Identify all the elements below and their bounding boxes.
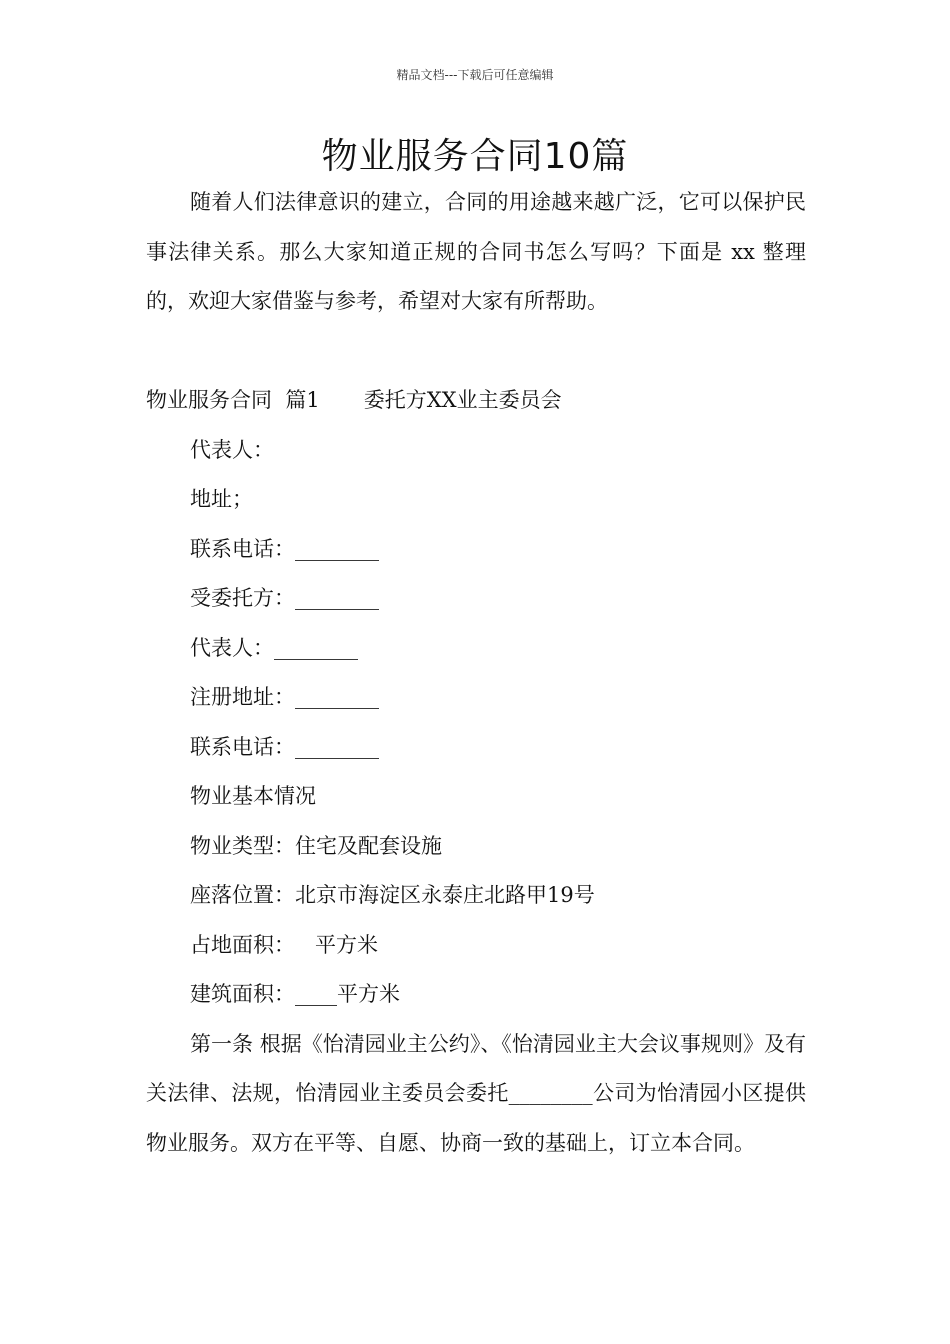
field-representative: 代表人： — [190, 437, 274, 462]
field-address: 地址； — [190, 487, 253, 511]
field-trustee-representative: 代表人：________ — [190, 635, 358, 660]
field-phone: 联系电话：________ — [190, 536, 379, 561]
client-name: 委托方XX业主委员会 — [363, 388, 562, 412]
field-trustee: 受委托方：________ — [190, 586, 379, 610]
article-1: 第一条 根据《怡清园业主公约》、《怡清园业主大会议事规则》及有关法律、法规，怡清园业主委员会委托________公司为怡清园小区提供物业服务。双方在平等、自愿、协商一致的基础上，订立本合同。 — [146, 1031, 806, 1155]
field-registered-address: 注册地址：________ — [190, 685, 379, 709]
field-building-area: 建筑面积：____平方米 — [190, 982, 400, 1006]
spacer — [146, 327, 806, 377]
document-title: 物业服务合同10篇 — [321, 136, 629, 177]
field-land-area: 占地面积： 平方米 — [190, 932, 379, 957]
property-basic-info: 物业基本情况 — [190, 784, 316, 808]
section-heading: 物业服务合同 篇1 — [146, 388, 320, 412]
field-trustee-phone: 联系电话：________ — [190, 734, 379, 759]
page-header: 精品文档---下载后可任意编辑 — [396, 68, 554, 82]
section-heading-line — [146, 376, 806, 426]
field-property-type: 物业类型：住宅及配套设施 — [190, 833, 442, 858]
field-location: 座落位置：北京市海淀区永泰庄北路甲19号 — [190, 883, 595, 907]
intro-paragraph: 随着人们法律意识的建立，合同的用途越来越广泛，它可以保护民事法律关系。那么大家知道正规的合同书怎么写吗？下面是 xx 整理的，欢迎大家借鉴与参考，希望对大家有所帮助。 — [146, 190, 806, 313]
document-body — [146, 178, 806, 1168]
